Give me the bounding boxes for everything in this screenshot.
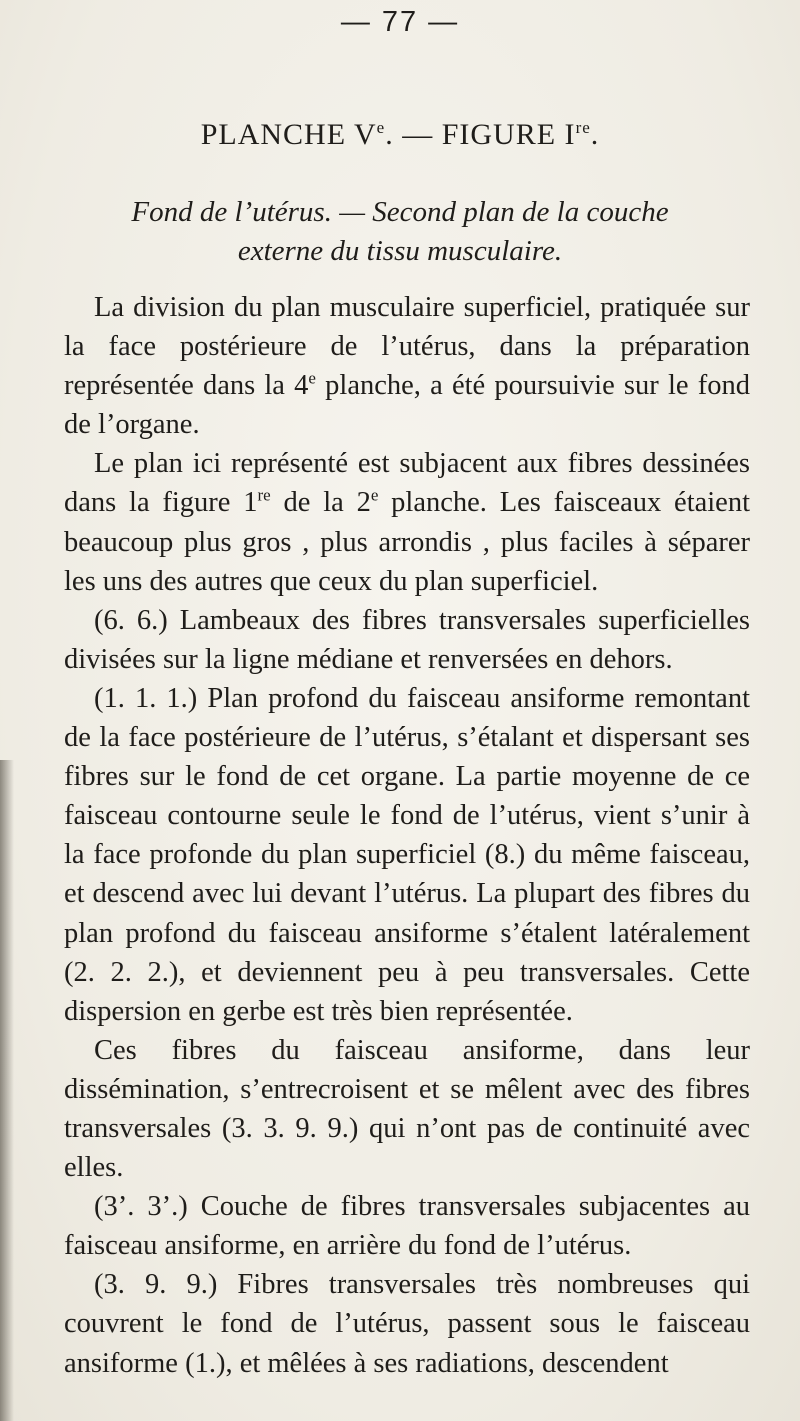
paragraph bbox=[64, 444, 750, 600]
paragraph-text: planche. Les faisceaux étaient beaucoup plus gros , plus arrondis , plus faciles à séparer les uns des autres que ceux du plan superficiel. bbox=[64, 487, 751, 597]
heading-end: . bbox=[590, 118, 600, 151]
paragraph-superscript: e bbox=[308, 368, 316, 388]
paragraph-superscript: re bbox=[257, 485, 271, 505]
plate-heading bbox=[0, 118, 800, 152]
paragraph-text: Le plan ici représenté est subjacent aux fibres dessinées dans la figure 1 bbox=[64, 448, 750, 519]
paragraph bbox=[64, 1265, 750, 1382]
paragraph bbox=[64, 1031, 750, 1187]
paragraph-text: (1. 1. 1.) Plan profond du faisceau ansiforme remontant de la face postérieure de l’utérus, s’étalant et dispersant ses fibres sur le fond de cet organe. La partie moyenne de ce faisceau contourne seule le fond de l’utérus, vient s’unir à la face profonde du plan superficiel (8.) du même faisceau, et descend avec lui devant l’utérus. La plupart des fibres du plan profond du faisceau ansiforme s’étalent latéralement (2. 2. 2.), et deviennent peu à peu transversales. Cette dispersion en gerbe est très bien représentée. bbox=[64, 682, 750, 1027]
paragraph bbox=[64, 1187, 750, 1265]
paragraph bbox=[64, 601, 750, 679]
figure-superscript: re bbox=[575, 118, 591, 137]
paragraph-text: (3. 9. 9.) Fibres transversales très nombreuses qui couvrent le fond de l’utérus, passent sous le faisceau ansiforme (1.), et mêlées à ses radiations, descendent bbox=[64, 1269, 750, 1379]
plate-label: PLANCHE V bbox=[200, 118, 377, 151]
paragraph-text: Ces fibres du faisceau ansiforme, dans leur dissémination, s’entrecroisent et se mêlent avec des fibres transversales (3. 3. 9. 9.) qui n’ont pas de continuité avec elles. bbox=[64, 1034, 750, 1184]
figure-label: FIGURE I bbox=[441, 118, 576, 151]
plate-superscript: e bbox=[376, 118, 386, 137]
paragraph-text: (6. 6.) Lambeaux des fibres transversales superficielles divisées sur la ligne médiane et renversées en dehors. bbox=[64, 604, 750, 675]
paragraph bbox=[64, 288, 750, 444]
paragraph-text: (3’. 3’.) Couche de fibres transversales subjacentes au faisceau ansiforme, en arrière du fond de l’utérus. bbox=[64, 1191, 750, 1262]
section-subtitle bbox=[0, 193, 800, 271]
subtitle-line-1: Fond de l’utérus. — Second plan de la couche bbox=[131, 196, 669, 228]
subtitle-line-2: externe du tissu musculaire. bbox=[237, 235, 563, 267]
paragraph-superscript: e bbox=[370, 485, 379, 505]
paragraph-text: La division du plan musculaire superficiel, pratiquée sur la face postérieure de l’utérus, dans la préparation représentée dans la 4 bbox=[64, 292, 750, 402]
paragraph-text: de la 2 bbox=[270, 487, 371, 519]
page-gutter-shadow bbox=[0, 760, 14, 1421]
heading-separator: . — bbox=[385, 118, 442, 151]
paragraph bbox=[64, 679, 750, 1031]
paragraph-text: planche, a été poursuivie sur le fond de l’organe. bbox=[64, 370, 750, 441]
page-number: — 77 — bbox=[340, 6, 460, 38]
body-text bbox=[64, 288, 750, 1383]
